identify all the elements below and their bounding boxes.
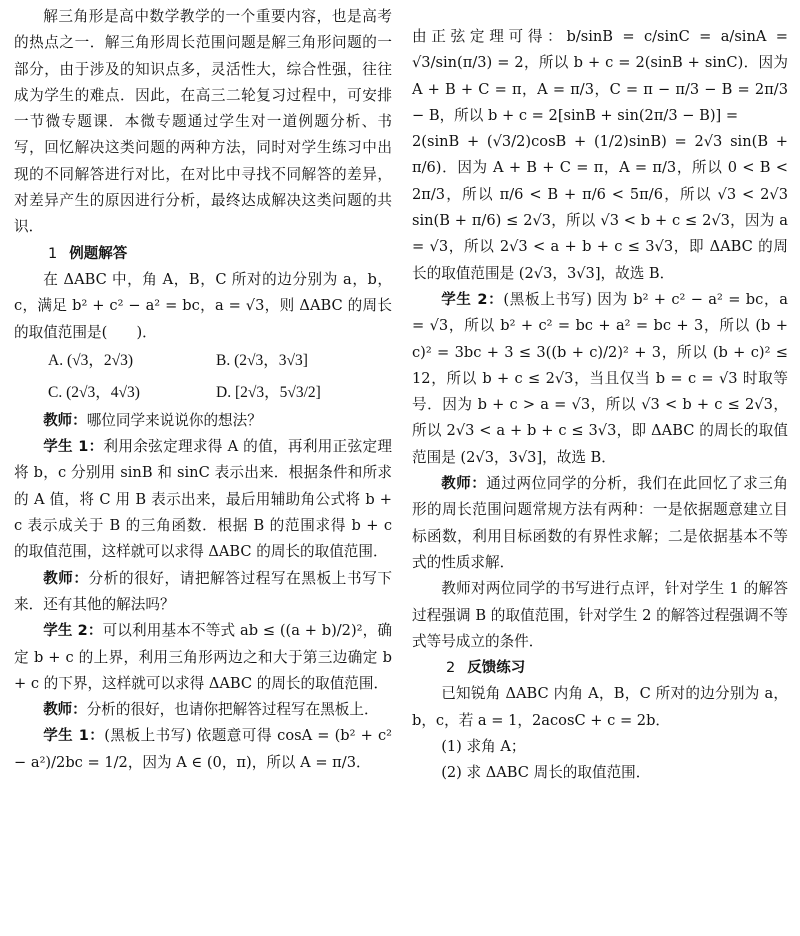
speaker-label: 教师： xyxy=(43,412,87,429)
section-1-heading xyxy=(14,241,392,267)
speaker-label: 学生 2： xyxy=(441,291,504,308)
dialogue-teacher-1 xyxy=(14,408,392,434)
exercise-question-2: (2) 求 ΔABC 周长的取值范围． xyxy=(441,764,651,782)
dialogue-text: 分析的很好，请把解答过程写在黑板上书写下来．还有其他的解法吗？ xyxy=(14,569,392,613)
example-problem: 在 ΔABC 中，角 A，B，C 所对的边分别为 a，b，c，满足 b² + c² − a² = bc，a = √3，则 ΔABC 的周长的取值范围是( )． xyxy=(14,270,392,341)
speaker-label: 学生 1： xyxy=(43,728,105,745)
option-a: A. (√3，2√3) xyxy=(48,351,134,369)
section-number: 2 xyxy=(446,660,456,677)
solution-1-part-2: 2(sinB + (√3/2)cosB + (1/2)sinB) = 2√3 sin(B + π/6)．因为 A + B + C = π，A = π/3，所以 0 < B < 2π/3，所以 π/6 < B + π/6 < 5π/6，所以 √3 < 2√3 sin(B + π/6) ≤ 2√3，所以 √3 < b + c ≤ 2√3，因为 a = √3，所以 2√3 < a + b + c ≤ 3√3，即 ΔABC 的周长的取值范围是 (2√3，3√3]，故选 B． xyxy=(412,133,788,282)
dialogue-text: 通过两位同学的分析，我们在此回忆了求三角形的周长范围问题常规方法有两种：一是依据题意建立目标函数，利用目标函数的有界性求解；二是依据基本不等式的性质求解． xyxy=(412,475,788,571)
option-b: B. (2√3，3√3] xyxy=(216,351,308,369)
solution-1-part-1: 由正弦定理可得：b/sinB = c/sinC = a/sinA = √3/sin(π/3) = 2，所以 b + c = 2(sinB + sinC)．因为 A + B + C = π，A = π/3，C = π − π/3 − B = 2π/3 − B，所以 b + c = 2[sinB + sin(2π/3 − B)] = xyxy=(412,28,788,124)
intro-paragraph: 解三角形是高中数学教学的一个重要内容，也是高考的热点之一．解三角形周长范围问题是解三角形问题的一部分，由于涉及的知识点多，灵活性大，综合性强，往往成为学生的难点．因此，在高三二轮复习过程中，可安排一节微专题课．本微专题通过学生对一道例题分析、书写，回忆解决这类问题的两种方法，同时对学生练习中出现的不同解答进行对比，在对比中寻找不同解答的差异，对差异产生的原因进行分析，最终达成解决这类问题的共识． xyxy=(14,8,392,236)
dialogue-text: (黑板上书写) 依题意可得 cosA = (b² + c² − a²)/2bc = 1/2，因为 A ∈ (0，π)，所以 A = π/3． xyxy=(14,727,392,771)
dialogue-teacher-2 xyxy=(14,566,392,619)
section-2-heading xyxy=(412,655,788,681)
speaker-label: 学生 1： xyxy=(43,439,104,456)
dialogue-student-1-board xyxy=(14,723,392,776)
teacher-comment: 教师对两位同学的书写进行点评，针对学生 1 的解答过程强调 B 的取值范围，针对学生 2 的解答过程强调不等式等号成立的条件． xyxy=(412,580,788,650)
answer-options xyxy=(14,346,392,408)
speaker-label: 学生 2： xyxy=(43,623,103,640)
speaker-label: 教师： xyxy=(441,476,487,493)
speaker-label: 教师： xyxy=(43,570,89,587)
exercise-question-1: (1) 求角 A； xyxy=(441,738,526,756)
dialogue-text: 分析的很好，也请你把解答过程写在黑板上． xyxy=(86,701,379,719)
speaker-label: 教师： xyxy=(43,702,87,719)
dialogue-student-2-board xyxy=(412,287,788,471)
option-c: C. (2√3，4√3) xyxy=(48,383,140,401)
section-title: 例题解答 xyxy=(69,245,128,262)
dialogue-teacher-4 xyxy=(412,471,788,576)
dialogue-teacher-3 xyxy=(14,697,392,723)
left-column xyxy=(14,4,392,776)
right-column xyxy=(412,24,788,787)
section-number: 1 xyxy=(48,245,58,262)
dialogue-student-1 xyxy=(14,434,392,565)
dialogue-text: 哪位同学来说说你的想法？ xyxy=(86,411,262,429)
dialogue-text: 可以利用基本不等式 ab ≤ ((a + b)/2)²，确定 b + c 的上界，利用三角形两边之和大于第三边确定 b + c 的下界，这样就可以求得 ΔABC 的周长的取值范围． xyxy=(14,622,392,692)
section-title: 反馈练习 xyxy=(467,660,526,677)
exercise-problem: 已知锐角 ΔABC 内角 A，B，C 所对的边分别为 a，b，c，若 a = 1，2acosC + c = 2b． xyxy=(412,685,788,729)
dialogue-student-2 xyxy=(14,618,392,697)
dialogue-text: 利用余弦定理求得 A 的值，再利用正弦定理将 b，c 分别用 sinB 和 sinC 表示出来．根据条件和所求的 A 值，将 C 用 B 表示出来，最后用辅助角公式将 b + c 表示成关于 B 的三角函数．根据 B 的范围求得 b + c 的取值范围，这样就可以求得 ΔABC 的周长的取值范围． xyxy=(14,438,392,561)
option-d: D. [2√3，5√3/2] xyxy=(216,383,321,401)
dialogue-text: (黑板上书写) 因为 b² + c² − a² = bc，a = √3，所以 b² + c² = bc + a² = bc + 3，所以 (b + c)² = 3bc + 3 ≤ 3((b + c)/2)² + 3，所以 (b + c)² ≤ 12，所以 b + c ≤ 2√3，当且仅当 b = c = √3 时取等号．因为 b + c > a = √3，所以 √3 < b + c ≤ 2√3，所以 2√3 < a + b + c ≤ 3√3，即 ΔABC 的周长的取值范围是 (2√3，3√3]，故选 B． xyxy=(412,290,788,466)
